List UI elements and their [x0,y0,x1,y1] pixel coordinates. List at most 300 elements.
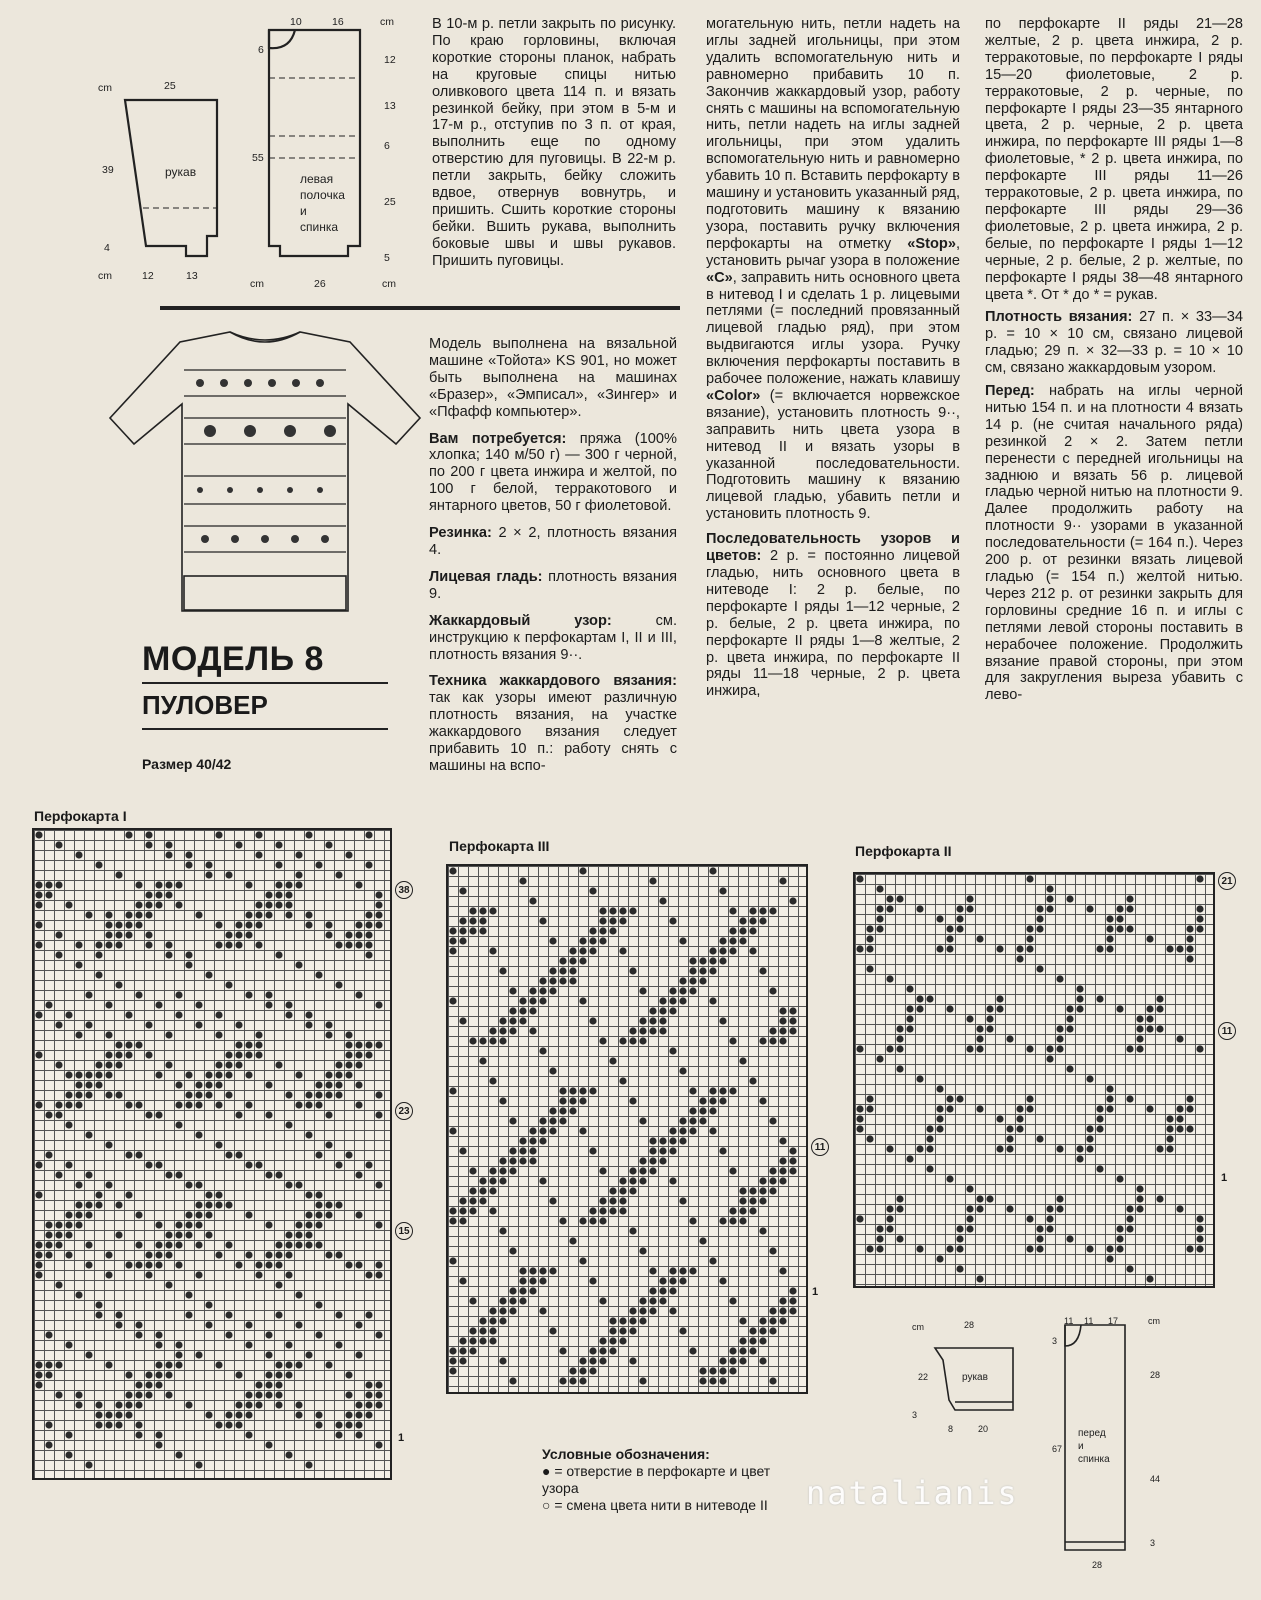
punch-hole [549,1107,556,1114]
punch-hole [609,927,616,934]
punch-hole [936,1105,943,1112]
punch-hole [325,1201,332,1208]
title-rule-2 [142,728,388,730]
punch-hole [1066,895,1073,902]
punch-hole [719,947,726,954]
punch-hole [205,861,212,868]
bottom-body-label-2: и [1078,1441,1084,1452]
punch-hole [639,987,646,994]
punch-hole [1156,995,1163,1002]
punch-hole [639,1167,646,1174]
punch-hole [589,1217,596,1224]
punch-hole [539,1307,546,1314]
punch-hole [976,935,983,942]
punch-hole [225,1331,232,1338]
punch-hole [365,1271,372,1278]
punch-hole [275,1371,282,1378]
punch-hole [779,1307,786,1314]
punch-hole [275,1401,282,1408]
punch-hole [946,1095,953,1102]
punch-hole [295,1231,302,1238]
punch-hole [125,1191,132,1198]
punch-hole [619,1327,626,1334]
punch-hole [1116,1175,1123,1182]
punch-hole [789,1017,796,1024]
punch-hole [195,1001,202,1008]
punch-hole [115,871,122,878]
punch-hole [295,1221,302,1228]
punch-hole [285,1371,292,1378]
punch-hole [759,1317,766,1324]
punch-hole [729,1037,736,1044]
punch-hole [966,1225,973,1232]
punch-hole [275,1061,282,1068]
title-rule-1 [142,682,388,684]
punch-hole [295,1291,302,1298]
punch-hole [599,1037,606,1044]
punch-hole [325,1141,332,1148]
punch-hole [185,1101,192,1108]
punch-hole [85,1211,92,1218]
punch-hole [245,1161,252,1168]
punch-hole [95,1071,102,1078]
punch-hole [115,1311,122,1318]
punch-hole [255,1401,262,1408]
punch-hole [335,981,342,988]
punch-hole [669,1047,676,1054]
punch-hole [305,1191,312,1198]
punch-hole [789,1147,796,1154]
punch-hole [669,987,676,994]
punch-hole [365,1041,372,1048]
punch-hole [285,881,292,888]
punch-hole [649,1307,656,1314]
punch-hole [479,1327,486,1334]
punch-hole [619,947,626,954]
punch-hole [265,1171,272,1178]
punch-hole [946,1105,953,1112]
punch-hole [375,1381,382,1388]
punch-hole [956,1225,963,1232]
punch-hole [1126,1095,1133,1102]
punch-hole [1126,1205,1133,1212]
punch-hole [375,891,382,898]
punch-hole [699,977,706,984]
punchcard-3-label: Перфокарта III [449,838,550,854]
punch-hole [85,1261,92,1268]
punch-hole [335,871,342,878]
punch-hole [1106,1245,1113,1252]
punch-hole [135,1101,142,1108]
punch-hole [936,1125,943,1132]
punch-hole [245,1321,252,1328]
punch-hole [1066,1005,1073,1012]
punch-hole [125,1051,132,1058]
punch-hole [1116,925,1123,932]
punch-hole [779,1017,786,1024]
punch-hole [926,1125,933,1132]
punch-hole [709,1097,716,1104]
punch-hole [519,997,526,1004]
punch-hole [689,1267,696,1274]
punch-hole [1036,905,1043,912]
punch-hole [1006,1205,1013,1212]
punch-hole [649,1027,656,1034]
punch-hole [175,1011,182,1018]
punch-hole [559,1117,566,1124]
punch-hole [936,1085,943,1092]
punch-hole [986,1195,993,1202]
punch-hole [1056,1145,1063,1152]
punch-hole [1006,1125,1013,1132]
body-r4: 25 [384,196,396,208]
punch-hole [1106,1255,1113,1262]
punch-hole [996,945,1003,952]
punch-hole [659,1007,666,1014]
punch-hole [155,1251,162,1258]
punch-hole [325,921,332,928]
punch-hole [255,921,262,928]
punch-hole [1196,1045,1203,1052]
punch-hole [245,1411,252,1418]
punch-hole [335,1311,342,1318]
punchcard-1-row-1: 1 [398,1432,405,1444]
punch-hole [45,1001,52,1008]
punch-hole [75,1071,82,1078]
punch-hole [135,1391,142,1398]
punch-hole [569,1377,576,1384]
punch-hole [1006,1035,1013,1042]
punch-hole [345,931,352,938]
punch-hole [225,1071,232,1078]
punch-hole [155,1241,162,1248]
punch-hole [75,1081,82,1088]
punch-hole [1196,1235,1203,1242]
punch-hole [155,1001,162,1008]
punch-hole [1086,1245,1093,1252]
punch-hole [619,1337,626,1344]
punch-hole [649,1267,656,1274]
jacquard-label: Жаккардовый узор: [429,612,612,629]
punch-hole [956,915,963,922]
punch-hole [926,1135,933,1142]
punch-hole [459,887,466,894]
punch-hole [345,851,352,858]
punch-hole [449,1357,456,1364]
punch-hole [265,1111,272,1118]
punch-hole [459,937,466,944]
punch-hole [285,911,292,918]
punch-hole [966,1015,973,1022]
punch-hole [609,1347,616,1354]
punch-hole [579,937,586,944]
punch-hole [1056,1035,1063,1042]
punch-hole [75,1391,82,1398]
punch-hole [95,1421,102,1428]
punch-hole [966,905,973,912]
bottom-sleeve-top: 28 [964,1320,975,1330]
punch-hole [539,1127,546,1134]
punch-hole [946,925,953,932]
punch-hole [225,1201,232,1208]
punch-hole [265,1351,272,1358]
punch-hole [135,1431,142,1438]
punch-hole [1026,945,1033,952]
punch-hole [1136,1185,1143,1192]
punch-hole [125,1011,132,1018]
punch-hole [499,1027,506,1034]
punch-hole [1046,1205,1053,1212]
punch-hole [235,1111,242,1118]
punch-hole [295,1321,302,1328]
punch-hole [95,861,102,868]
punch-hole [1116,1225,1123,1232]
punch-hole [155,1371,162,1378]
punch-hole [55,1231,62,1238]
punch-hole [579,947,586,954]
punch-hole [255,1261,262,1268]
punch-hole [1036,965,1043,972]
punch-hole [315,1191,322,1198]
punch-hole [325,1031,332,1038]
punch-hole [1176,1205,1183,1212]
punch-hole [729,1357,736,1364]
sequence-text: 2 р. = постоянно лицевой гладью, нить основного цвета в нитеводе I: 2 р. белые, по перфокарте I ряды 1—12 черные, 2 р. белые, 2 р. цвета инжира, по перфокарте II ряды 1—8 желтые, 2 р. цвета инжира, по перфокарте II ряды 11—18 черные, 2 р. цвета инжира, [706,548,960,700]
punch-hole [579,1097,586,1104]
punch-hole [569,1087,576,1094]
punch-hole [789,1297,796,1304]
punch-hole [195,1221,202,1228]
punch-hole [145,1111,152,1118]
punch-hole [519,1147,526,1154]
punch-hole [65,1451,72,1458]
punchcard-2-dots [856,875,1203,1282]
punch-hole [95,1201,102,1208]
punch-hole [265,1441,272,1448]
punch-hole [55,1101,62,1108]
punch-hole [896,1205,903,1212]
punchcard-1-row-23: 23 [395,1102,413,1120]
punch-hole [709,867,716,874]
punch-hole [539,987,546,994]
punch-hole [759,1357,766,1364]
punch-hole [165,1031,172,1038]
punch-hole [609,1327,616,1334]
punch-hole [789,1307,796,1314]
punch-hole [205,1071,212,1078]
punch-hole [779,1167,786,1174]
punch-hole [449,1367,456,1374]
punch-hole [559,1217,566,1224]
punch-hole [375,911,382,918]
punch-hole [85,1461,92,1468]
punch-hole [449,1087,456,1094]
punch-hole [749,1337,756,1344]
punch-hole [245,921,252,928]
punch-hole [479,1317,486,1324]
punch-hole [1086,1145,1093,1152]
punchcard-2-row-1: 1 [1221,1172,1228,1184]
punch-hole [275,891,282,898]
punch-hole [355,1061,362,1068]
sleeve-width-top: 25 [164,80,176,92]
punch-hole [65,1161,72,1168]
punch-hole [55,931,62,938]
punch-hole [729,907,736,914]
punch-hole [295,961,302,968]
punch-hole [529,1027,536,1034]
punch-hole [315,1241,322,1248]
punch-hole [459,1347,466,1354]
punch-hole [1036,1225,1043,1232]
punch-hole [75,961,82,968]
punch-hole [1146,1105,1153,1112]
jacquard-paragraph [429,613,677,664]
punch-hole [779,1037,786,1044]
punch-hole [549,1327,556,1334]
bottom-sleeve-label: рукав [962,1372,988,1383]
punch-hole [619,1177,626,1184]
punch-hole [1186,945,1193,952]
punch-hole [866,935,873,942]
punch-hole [856,1105,863,1112]
punch-hole [365,831,372,838]
legend [542,1446,802,1514]
punch-hole [65,1091,72,1098]
punch-hole [275,841,282,848]
punch-hole [125,931,132,938]
punch-hole [609,1057,616,1064]
punch-hole [689,1117,696,1124]
punch-hole [629,907,636,914]
punch-hole [345,1071,352,1078]
front-label: Перед: [985,383,1035,400]
punchcard-3-holes [448,866,806,1392]
punch-hole [689,967,696,974]
punch-hole [866,1245,873,1252]
punch-hole [499,1167,506,1174]
punch-hole [345,1041,352,1048]
punch-hole [265,1261,272,1268]
punch-hole [789,1167,796,1174]
punch-hole [1026,1215,1033,1222]
punch-hole [125,1401,132,1408]
punch-hole [1106,935,1113,942]
punch-hole [469,1327,476,1334]
punch-hole [155,1341,162,1348]
punch-hole [205,1081,212,1088]
punch-hole [225,871,232,878]
punch-hole [779,1027,786,1034]
punch-hole [499,1227,506,1234]
punch-hole [679,977,686,984]
sleeve-cm-bottom: cm [98,270,112,282]
punch-hole [115,921,122,928]
punch-hole [335,1421,342,1428]
bottom-sleeve-b1: 8 [948,1424,954,1434]
punch-hole [175,1351,182,1358]
punch-hole [599,917,606,924]
punch-hole [365,921,372,928]
punch-hole [375,1221,382,1228]
punch-hole [539,1117,546,1124]
punch-hole [355,1081,362,1088]
punch-hole [946,1175,953,1182]
punch-hole [589,1277,596,1284]
instructions-text-3: , заправить нить основного цвета в нитевод I и сделать 1 р. лицевыми петлями (= последний провязанный лицевой гладью ряд), при этом выдвигаются иглы узора. Ручку включения перфокарты поставить в рабочее положение, нажать клавишу [706,269,960,388]
punch-hole [245,1391,252,1398]
punch-hole [459,1207,466,1214]
punch-hole [1126,1265,1133,1272]
punch-hole [115,1321,122,1328]
punch-hole [155,891,162,898]
punch-hole [679,937,686,944]
punch-hole [876,905,883,912]
punch-hole [235,841,242,848]
legend-title: Условные обозначения: [542,1446,710,1462]
punch-hole [175,1171,182,1178]
punch-hole [205,1201,212,1208]
punch-hole [35,1361,42,1368]
punch-hole [779,1297,786,1304]
punch-hole [779,1317,786,1324]
punch-hole [659,1277,666,1284]
punch-hole [365,1161,372,1168]
punch-hole [729,947,736,954]
punch-hole [769,1117,776,1124]
punch-hole [559,1347,566,1354]
punch-hole [305,1021,312,1028]
punch-hole [355,1321,362,1328]
punch-hole [549,1117,556,1124]
punch-hole [769,1247,776,1254]
punch-hole [639,1307,646,1314]
punch-hole [579,1367,586,1374]
punch-hole [365,1381,372,1388]
punch-hole [365,1051,372,1058]
punch-hole [469,1207,476,1214]
punch-hole [549,1197,556,1204]
materials-paragraph [429,431,677,516]
punch-hole [689,977,696,984]
punch-hole [135,1151,142,1158]
punch-hole [519,1017,526,1024]
punch-hole [95,941,102,948]
punch-hole [85,1351,92,1358]
sequence-label: Последовательность узоров и цветов: [706,531,960,565]
punch-hole [916,1145,923,1152]
punch-hole [1046,1215,1053,1222]
punch-hole [739,1347,746,1354]
punch-hole [195,1351,202,1358]
punch-hole [489,1027,496,1034]
punch-hole [1006,1135,1013,1142]
punch-hole [1146,1015,1153,1022]
punch-hole [375,1091,382,1098]
punch-hole [45,1441,52,1448]
punch-hole [499,1037,506,1044]
punch-hole [1136,1025,1143,1032]
punch-hole [449,947,456,954]
punch-hole [155,1331,162,1338]
punch-hole [549,977,556,984]
punch-hole [75,1181,82,1188]
punch-hole [45,1361,52,1368]
punch-hole [165,1061,172,1068]
punch-hole [295,871,302,878]
punch-hole [1166,1115,1173,1122]
punch-hole [769,1377,776,1384]
